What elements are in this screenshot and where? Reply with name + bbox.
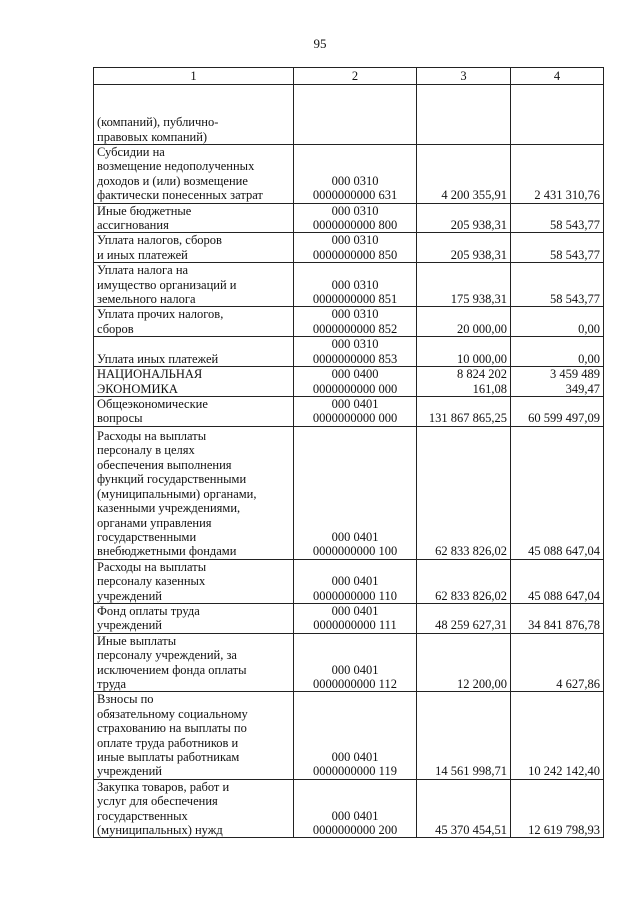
row-name-cell: Расходы на выплаты персоналу в целях обеспечения выполнения функций государственными (муниципальными) органами, казенными учреждениями, органами управления государственными внебюджетными фондами [94,426,294,559]
row-code-cell: 000 0310 0000000000 852 [294,307,417,337]
row-value-current-cell: 48 259 627,31 [417,603,511,633]
row-value-current-cell: 12 200,00 [417,633,511,692]
row-name-cell: Субсидии на возмещение недополученных доходов и (или) возмещение фактически понесенных затрат [94,145,294,204]
row-value-current-cell: 205 938,31 [417,203,511,233]
row-code-cell: 000 0400 0000000000 000 [294,367,417,397]
table-row [94,559,604,603]
table-row [94,603,604,633]
row-value-executed-cell: 3 459 489 349,47 [511,367,604,397]
row-value-executed-cell: 60 599 497,09 [511,396,604,426]
row-value-executed-cell: 10 242 142,40 [511,692,604,779]
table-row [94,145,604,204]
row-value-executed-cell: 58 543,77 [511,233,604,263]
row-value-executed-cell: 4 627,86 [511,633,604,692]
row-value-current-cell: 20 000,00 [417,307,511,337]
row-code-cell: 000 0401 0000000000 119 [294,692,417,779]
row-code-cell [294,85,417,145]
row-code-cell: 000 0401 0000000000 112 [294,633,417,692]
row-value-executed-cell: 45 088 647,04 [511,426,604,559]
row-value-executed-cell: 58 543,77 [511,263,604,307]
row-code-cell: 000 0310 0000000000 853 [294,337,417,367]
row-code-cell: 000 0310 0000000000 631 [294,145,417,204]
table-row [94,779,604,838]
row-name-cell: Уплата налогов, сборов и иных платежей [94,233,294,263]
column-header: 1 [94,68,294,85]
row-name-cell: Иные выплаты персоналу учреждений, за исключением фонда оплаты труда [94,633,294,692]
row-value-executed-cell [511,85,604,145]
header-row [94,68,604,85]
row-value-current-cell: 45 370 454,51 [417,779,511,838]
column-header: 4 [511,68,604,85]
row-code-cell: 000 0310 0000000000 800 [294,203,417,233]
row-name-cell: Уплата иных платежей [94,337,294,367]
row-code-cell: 000 0401 0000000000 110 [294,559,417,603]
table-row [94,426,604,559]
row-code-cell: 000 0401 0000000000 100 [294,426,417,559]
row-value-current-cell: 131 867 865,25 [417,396,511,426]
row-name-cell: НАЦИОНАЛЬНАЯ ЭКОНОМИКА [94,367,294,397]
row-value-current-cell [417,85,511,145]
table-row [94,307,604,337]
row-code-cell: 000 0401 0000000000 000 [294,396,417,426]
row-code-cell: 000 0401 0000000000 111 [294,603,417,633]
table-row [94,396,604,426]
row-value-executed-cell: 12 619 798,93 [511,779,604,838]
row-code-cell: 000 0401 0000000000 200 [294,779,417,838]
table-row [94,233,604,263]
row-name-cell: Закупка товаров, работ и услуг для обеспечения государственных (муниципальных) нужд [94,779,294,838]
row-name-cell: Фонд оплаты труда учреждений [94,603,294,633]
row-name-cell: Расходы на выплаты персоналу казенных учреждений [94,559,294,603]
budget-table [93,67,604,838]
column-header: 2 [294,68,417,85]
row-name-cell: Общеэкономические вопросы [94,396,294,426]
row-value-current-cell: 175 938,31 [417,263,511,307]
row-name-cell: Уплата налога на имущество организаций и земельного налога [94,263,294,307]
row-code-cell: 000 0310 0000000000 850 [294,233,417,263]
table-row [94,633,604,692]
row-value-current-cell: 205 938,31 [417,233,511,263]
table-row [94,203,604,233]
row-value-executed-cell: 34 841 876,78 [511,603,604,633]
table-row [94,337,604,367]
row-value-executed-cell: 45 088 647,04 [511,559,604,603]
table-row [94,367,604,397]
table-row [94,263,604,307]
row-value-executed-cell: 2 431 310,76 [511,145,604,204]
row-value-executed-cell: 0,00 [511,307,604,337]
row-name-cell: Уплата прочих налогов, сборов [94,307,294,337]
row-value-executed-cell: 0,00 [511,337,604,367]
row-value-current-cell: 62 833 826,02 [417,426,511,559]
row-code-cell: 000 0310 0000000000 851 [294,263,417,307]
row-name-cell: (компаний), публично- правовых компаний) [94,85,294,145]
row-value-current-cell: 4 200 355,91 [417,145,511,204]
row-value-current-cell: 8 824 202 161,08 [417,367,511,397]
table-row [94,692,604,779]
row-value-current-cell: 14 561 998,71 [417,692,511,779]
row-value-current-cell: 10 000,00 [417,337,511,367]
row-name-cell: Иные бюджетные ассигнования [94,203,294,233]
page-number: 95 [313,36,327,51]
row-value-executed-cell: 58 543,77 [511,203,604,233]
column-header: 3 [417,68,511,85]
table-row [94,85,604,145]
table-body [94,85,604,838]
row-value-current-cell: 62 833 826,02 [417,559,511,603]
row-name-cell: Взносы по обязательному социальному страхованию на выплаты по оплате труда работников и иные выплаты работникам учреждений [94,692,294,779]
